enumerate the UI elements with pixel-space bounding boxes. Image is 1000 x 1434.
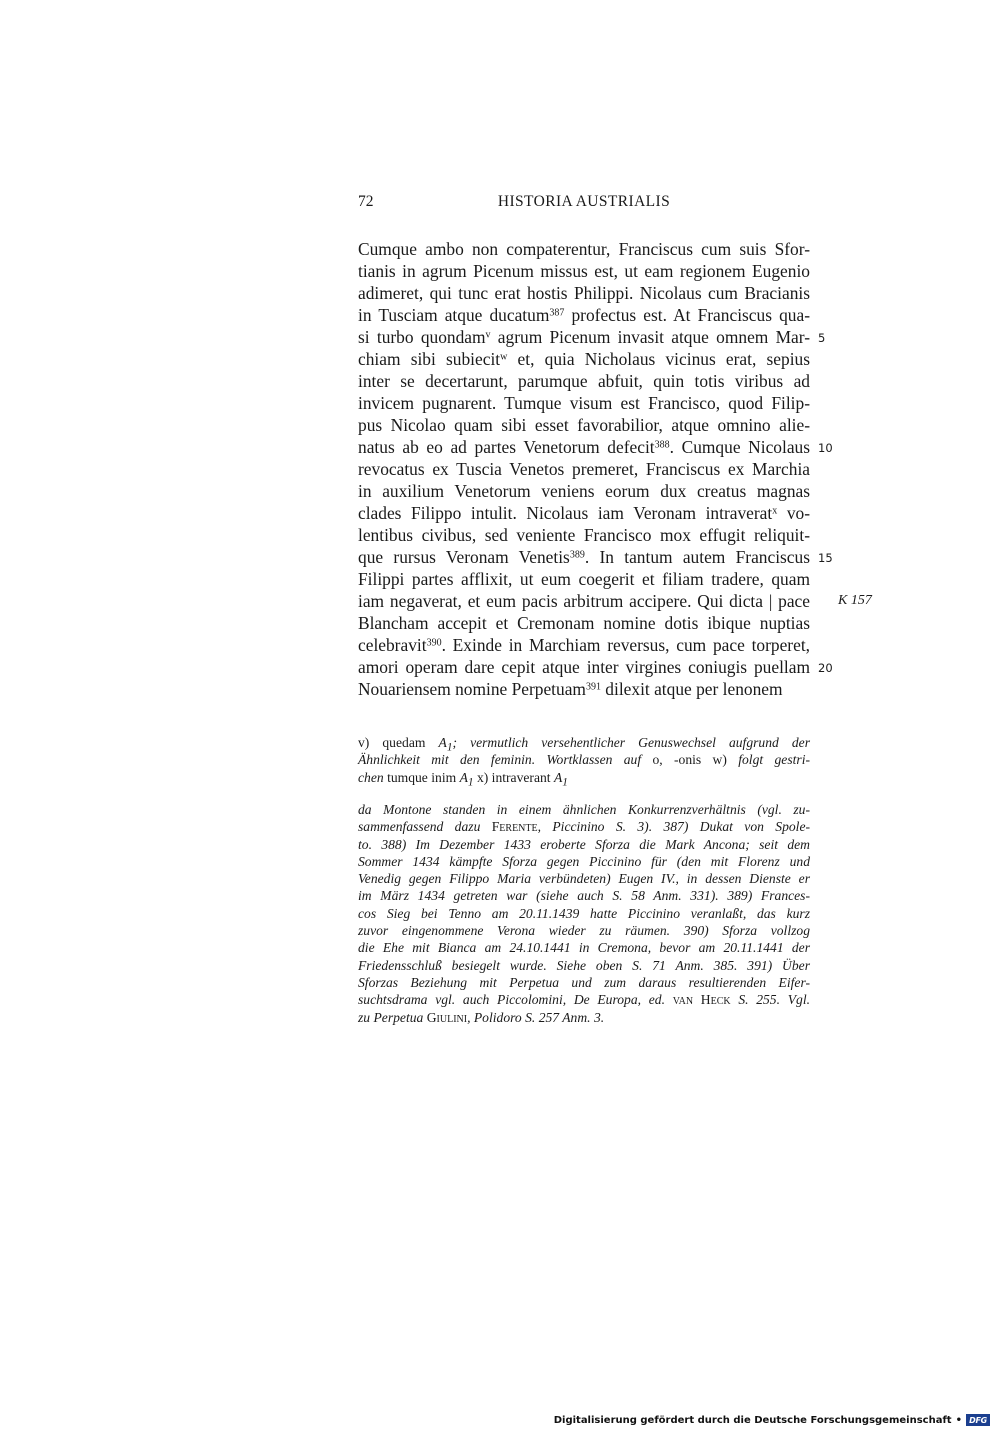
text-line — [358, 656, 810, 678]
text-segment: . Cumque Nicolaus — [669, 437, 811, 457]
text-segment: pus Nicolao quam sibi esset favorabilior, atque omnino alie- — [358, 415, 810, 435]
text-line — [358, 678, 810, 700]
text-line — [358, 546, 810, 568]
text-segment: ; vermutlich versehentlicher Genuswechsel aufgrund der — [452, 735, 810, 750]
text-line — [358, 612, 810, 634]
text-segment: . In tantum autem Franciscus — [584, 547, 810, 567]
text-segment: Sforzas Beziehung mit Perpetua und zum daraus resultierenden Eifer- — [358, 974, 810, 990]
text-segment: dilexit atque per lenonem — [600, 679, 783, 699]
text-segment: et, quia Nicholaus vicinus erat, sepius — [507, 349, 811, 369]
running-head — [358, 193, 810, 215]
running-title: HISTORIA AUSTRIALIS — [497, 193, 671, 210]
note-line — [358, 1009, 810, 1026]
text-segment: iam negaverat, et eum pacis arbitrum accipere. Qui dicta | pace — [358, 591, 810, 611]
text-line — [358, 458, 810, 480]
footnote-marker: 391 — [585, 681, 601, 693]
note-line — [358, 818, 810, 835]
main-text-block — [358, 238, 810, 700]
apparatus-line — [358, 734, 810, 754]
text-line — [358, 414, 810, 436]
text-segment: S. 255. Vgl. — [730, 992, 810, 1008]
text-segment: inter se decertarunt, parumque abfuit, quin totis viribus ad — [358, 371, 810, 391]
text-segment: clades Filippo intulit. Nicolaus iam Veronam intraverat — [358, 503, 773, 523]
line-number: 10 — [818, 441, 833, 455]
footnote-marker: 390 — [426, 637, 442, 649]
note-line — [358, 836, 810, 853]
text-segment: vo- — [777, 503, 811, 523]
text-segment: van Heck — [672, 992, 731, 1008]
text-line — [358, 282, 810, 304]
footnote-marker: v — [485, 329, 491, 341]
text-segment: Sommer 1434 kämpfte Sforza gegen Piccinino für (den mit Florenz und — [358, 853, 810, 869]
text-segment: Venedig gegen Filippo Maria verbündeten) Eugen IV., in dessen Dienste er — [358, 871, 810, 887]
note-line — [358, 887, 810, 904]
footnote-marker: w — [500, 351, 508, 363]
text-segment: Ähnlichkeit mit den feminin. Wortklassen auf — [358, 752, 642, 768]
manuscript-folio-ref: K 157 — [838, 593, 872, 608]
text-segment: A — [459, 769, 468, 785]
text-segment: zu Perpetua — [358, 1009, 427, 1025]
text-segment: adimeret, qui tunc erat hostis Philippi. Nicolaus cum Bracianis — [358, 283, 810, 303]
note-line — [358, 905, 810, 922]
note-line — [358, 870, 810, 887]
note-line — [358, 801, 810, 818]
footnote-marker: x — [772, 505, 778, 517]
text-segment: amori operam dare cepit atque inter virgines coniugis puellam — [358, 657, 810, 677]
text-segment: in auxilium Venetorum veniens eorum dux creatus magnas — [358, 481, 810, 501]
text-segment: Friedensschluß besiegelt wurde. Siehe oben S. 71 Anm. 385. 391) Über — [358, 957, 810, 973]
footnote-marker: 389 — [569, 549, 585, 561]
text-line — [358, 524, 810, 546]
text-segment: cos Sieg bei Tenno am 20.11.1439 hatte Piccinino veranlaßt, das kurz — [358, 905, 810, 921]
text-line — [358, 436, 810, 458]
text-segment: que rursus Veronam Venetis — [358, 547, 570, 567]
funding-credit — [554, 1412, 990, 1428]
text-segment: die Ehe mit Bianca am 24.10.1441 in Cremona, bevor am 20.11.1441 der — [358, 940, 810, 956]
text-segment: si turbo quondam — [358, 327, 486, 347]
text-segment: tumque inim — [383, 769, 460, 785]
note-line — [358, 991, 810, 1008]
text-line — [358, 634, 810, 656]
text-segment: Ferente — [491, 819, 538, 835]
funding-credit-text: Digitalisierung gefördert durch die Deutsche Forschungsgemeinschaft — [553, 1414, 952, 1426]
text-segment: Giulini — [426, 1009, 468, 1025]
text-line — [358, 370, 810, 392]
note-line — [358, 957, 810, 974]
apparatus-line — [358, 769, 810, 789]
text-segment: to. 388) Im Dezember 1433 eroberte Sforza die Mark Ancona; seit dem — [358, 836, 810, 852]
text-segment: 1 — [467, 776, 474, 789]
text-segment: A — [553, 769, 563, 785]
text-segment: agrum Picenum invasit atque omnem Mar- — [490, 327, 810, 347]
text-line — [358, 392, 810, 414]
text-segment: revocatus ex Tuscia Venetos premeret, Franciscus ex Marchia — [358, 459, 810, 479]
line-number: 20 — [818, 661, 833, 675]
text-line — [358, 348, 810, 370]
text-segment: Nouariensem nomine Perpetuam — [358, 679, 586, 699]
text-segment: in Tusciam atque ducatum — [358, 305, 550, 325]
text-segment: x) intraverant — [473, 769, 554, 785]
text-segment: lentibus civibus, sed veniente Francisco mox effugit reliquit- — [358, 525, 810, 545]
text-segment: 1 — [562, 776, 568, 789]
text-segment: invicem pugnarent. Tumque visum est Francisco, quod Filip- — [358, 393, 810, 413]
text-segment: im März 1434 getreten war (siehe auch S. 58 Anm. 331). 389) Frances- — [358, 888, 810, 904]
text-segment: profectus est. At Franciscus qua- — [564, 305, 810, 325]
text-segment: chen — [358, 769, 384, 785]
note-line — [358, 853, 810, 870]
text-line — [358, 260, 810, 282]
text-segment: sammenfassend dazu — [358, 819, 492, 835]
text-line — [358, 480, 810, 502]
text-line — [358, 502, 810, 524]
line-number: 15 — [818, 551, 833, 565]
text-segment: v) quedam — [358, 735, 439, 750]
text-line — [358, 326, 810, 348]
note-line — [358, 939, 810, 956]
text-segment: suchtsdrama vgl. auch Piccolomini, De Europa, ed. — [358, 992, 673, 1008]
text-segment: , Piccinino S. 3). 387) Dukat von Spole- — [537, 819, 810, 835]
credit-separator: • — [955, 1414, 962, 1426]
dfg-logo-icon: DFG — [966, 1414, 990, 1426]
line-number: 5 — [818, 331, 826, 345]
text-segment: Cumque ambo non compaterentur, Franciscus cum suis Sfor- — [358, 239, 810, 259]
text-segment: zuvor eingenommene Verona wieder zu räumen. 390) Sforza vollzog — [358, 923, 810, 939]
note-line — [358, 974, 810, 991]
text-segment: , Polidoro S. 257 Anm. 3. — [467, 1009, 605, 1025]
text-segment: o, -onis w) — [641, 752, 739, 768]
text-segment: da Montone standen in einem ähnlichen Konkurrenzverhältnis (vgl. zu- — [358, 802, 810, 817]
text-segment: chiam sibi subiecit — [358, 349, 501, 369]
note-line — [358, 922, 810, 939]
text-segment: celebravit — [358, 635, 427, 655]
text-segment: tianis in agrum Picenum missus est, ut eam regionem Eugenio — [358, 261, 810, 281]
text-segment: 1 — [446, 741, 453, 754]
footnote-marker: 387 — [549, 307, 565, 319]
text-segment: Filippi partes afflixit, ut eum coegerit et filiam tradere, quam — [358, 569, 810, 589]
critical-apparatus — [358, 734, 810, 789]
apparatus-line — [358, 751, 810, 768]
page-number: 72 — [358, 193, 374, 210]
text-line — [358, 568, 810, 590]
text-line — [358, 238, 810, 260]
text-segment: Blancham accepit et Cremonam nomine dotis ibique nuptias — [358, 613, 810, 633]
text-line — [358, 304, 810, 326]
text-segment: . Exinde in Marchiam reversus, cum pace torperet, — [441, 635, 810, 655]
text-segment: natus ab eo ad partes Venetorum defecit — [358, 437, 655, 457]
historical-notes — [358, 801, 810, 1026]
text-segment: A — [438, 735, 447, 750]
text-line — [358, 590, 810, 612]
text-segment: folgt gestri- — [738, 752, 810, 768]
footnote-marker: 388 — [654, 439, 670, 451]
